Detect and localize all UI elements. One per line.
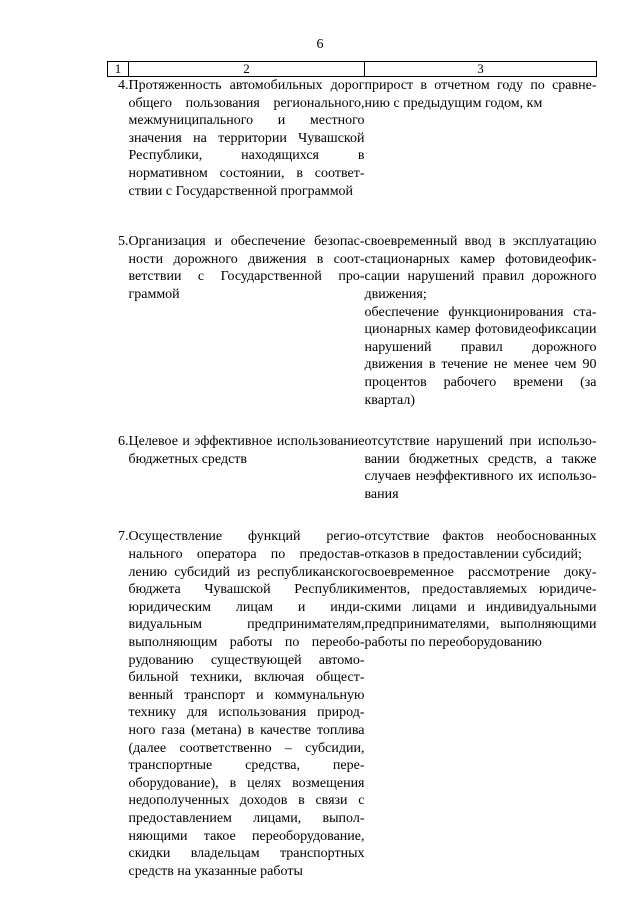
indicator-name: Целевое и эффективное использование бюджетных средств (128, 434, 365, 467)
header-cell: 3 (365, 62, 597, 77)
table-row (108, 233, 597, 409)
indicator-name: Осуществление функций регионального оператора по предоставлению субсидий из республиканского бюджета Чувашской Республики юридическим лицам и индивидуальным предпринимателям, выполняющим работы по переоборудованию существующей автомобильной техники, включая общественный транспорт и коммунальную технику для использования природного газа (метана) в качестве топлива (далее соответственно – субсидии, транспортные средства, переоборудование), в целях возмещения недополученных доходов в связи с предоставлением лицами, выполняющими такое переоборудование, скидки владельцам транспортных средств на указанные работы (128, 529, 365, 879)
criterion-paragraph: отсутствие фактов необоснованных отказов в предоставлении субсидий; (364, 529, 597, 563)
table-row (108, 528, 597, 880)
indicator-criterion (365, 528, 597, 880)
row-number: 5. (118, 234, 129, 250)
indicator-criterion (365, 77, 597, 201)
criterion-paragraph: отсутствие нарушений при использовании бюджетных средств, а также случаев неэффективного их использования (364, 434, 597, 502)
table-row (108, 433, 597, 503)
row-number: 7. (118, 529, 129, 545)
indicator-name: Организация и обеспечение безопасности дорожного движения в соответствии с Государственной программой (128, 234, 365, 302)
table-header-row (108, 62, 597, 77)
header-cell: 2 (129, 62, 365, 77)
criterion-paragraph: своевременное рассмотрение документов, предоставляемых юридическими лицами и индивидуальными предпринимателями, выполняющими работы по переоборудованию (364, 564, 597, 651)
row-number: 6. (118, 434, 129, 450)
page-number: 6 (316, 37, 324, 52)
criterion-paragraph: обеспечение функционирования стационарных камер фотовидеофиксации нарушений правил дорожного движения в течение не менее чем 90 процентов рабочего времени (за квартал) (364, 304, 597, 408)
header-cell: 1 (108, 62, 129, 77)
criterion-paragraph: прирост в отчетном году по сравнению с предыдущим годом, км (364, 78, 597, 111)
indicator-criterion (365, 233, 597, 409)
indicator-name: Протяженность автомобильных дорог общего пользования регионального, межмуниципального и местного значения на территории Чувашской Республики, находящихся в нормативном состоянии, в соответствии с Государственной программой (128, 78, 365, 199)
table-row (108, 77, 597, 201)
criterion-paragraph: своевременный ввод в эксплуатацию стационарных камер фотовидеофиксации нарушений правил дорожного движения; (364, 234, 597, 302)
indicators-table (107, 61, 597, 880)
indicator-criterion (365, 433, 597, 503)
row-number: 4. (118, 78, 129, 93)
